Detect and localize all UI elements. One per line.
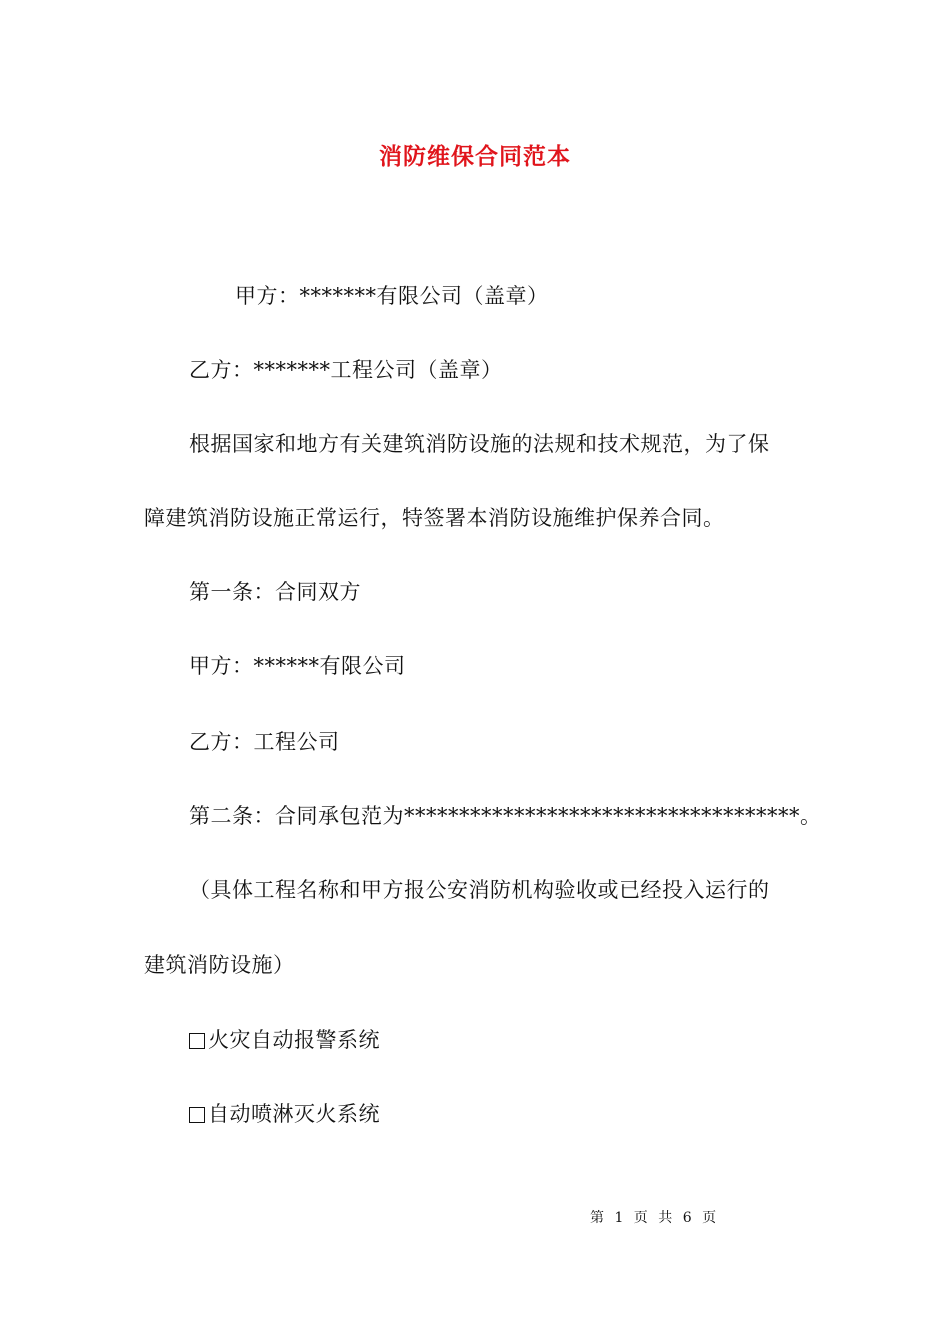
checklist-item bbox=[189, 1099, 380, 1129]
party-b-line: 乙方：*******工程公司（盖章） bbox=[189, 358, 503, 382]
checklist-item-label: 自动喷淋灭火系统 bbox=[208, 1102, 380, 1126]
page-number-footer: 第 1 页 共 6 页 bbox=[590, 1210, 717, 1226]
checkbox-icon bbox=[189, 1107, 205, 1123]
article-1-party-b: 乙方：工程公司 bbox=[189, 730, 340, 754]
checklist-item bbox=[189, 1025, 380, 1055]
document-title: 消防维保合同范本 bbox=[379, 143, 571, 170]
article-1-party-a: 甲方：******有限公司 bbox=[189, 654, 406, 678]
article-1-heading: 第一条：合同双方 bbox=[189, 580, 361, 604]
party-a-line: 甲方：*******有限公司（盖章） bbox=[235, 284, 549, 308]
article-2-heading: 第二条：合同承包范为************************************。 bbox=[189, 804, 822, 828]
scope-note-line-1: （具体工程名称和甲方报公安消防机构验收或已经投入运行的 bbox=[189, 878, 770, 902]
scope-note-line-2: 建筑消防设施） bbox=[144, 953, 295, 977]
intro-paragraph-line-2: 障建筑消防设施正常运行，特签署本消防设施维护保养合同。 bbox=[144, 506, 725, 530]
intro-paragraph-line-1: 根据国家和地方有关建筑消防设施的法规和技术规范，为了保 bbox=[189, 432, 770, 456]
checklist-item-label: 火灾自动报警系统 bbox=[208, 1028, 380, 1052]
checkbox-icon bbox=[189, 1033, 205, 1049]
